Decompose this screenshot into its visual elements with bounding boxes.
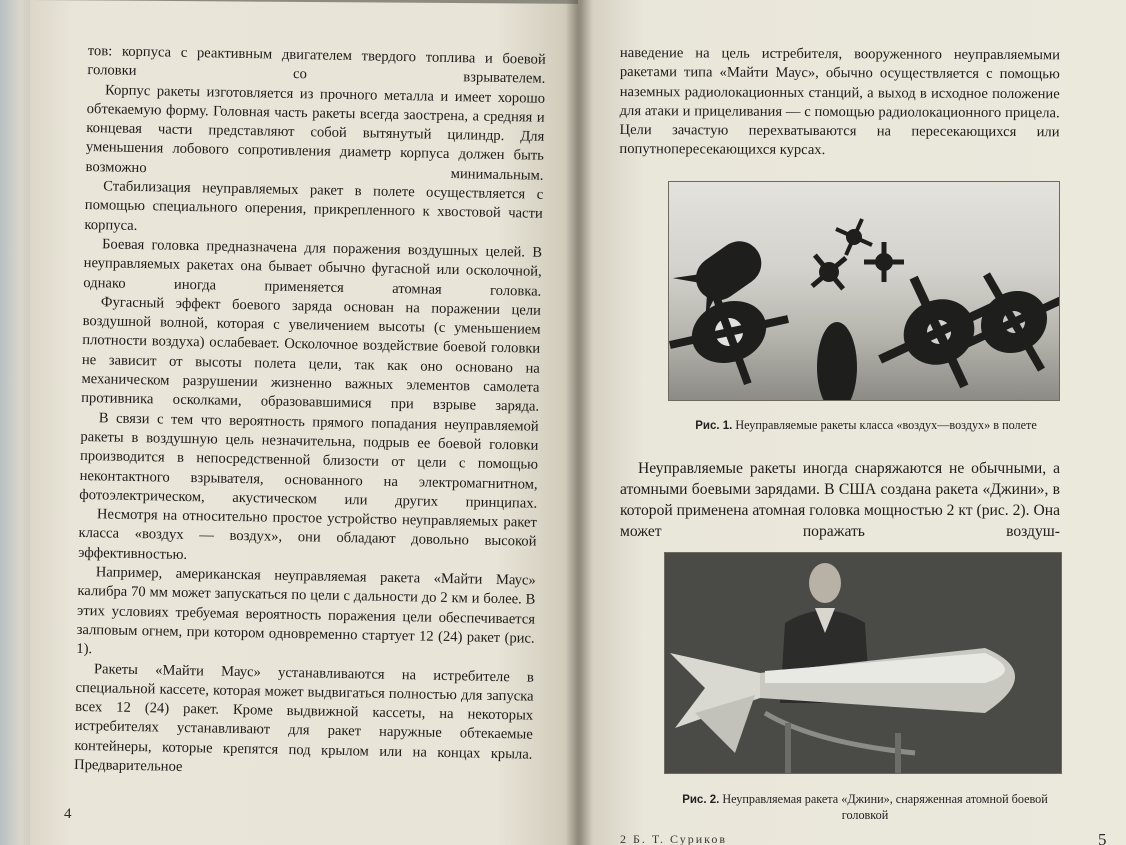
right-page-mid-text	[620, 458, 1060, 542]
page-number-right: 5	[1098, 830, 1107, 845]
paragraph: Стабилизация неуправляемых ракет в полете осуществляется с помощью специального оперения, прикрепленного к хвостовой части корпуса.	[84, 178, 544, 234]
background-edge	[0, 0, 34, 845]
right-page-top-text	[619, 44, 1060, 162]
paragraph: Ракеты «Майти Маус» устанавливаются на истребителе в специальной кассете, которая может выдвигаться полностью для запуска всех 12 (24) ракет. Кроме выдвижной кассеты, на некоторых истребителях устанавливают для ракет наружные обтекаемые контейнеры, которые крепятся под крылом или на концах крыла. Предварительное	[73, 660, 535, 775]
paragraph: Корпус ракеты изготовляется из прочного металла и имеет хорошо обтекаемую форму. Головная часть ракеты всегда заострена, а средняя и концевая части представляют собой вытянутый цилиндр. Для уменьшения лобового сопротивления диаметр корпуса должен быть возможно минимальным.	[85, 81, 546, 184]
paragraph: Неуправляемые ракеты иногда снаряжаются не обычными, а атомными боевыми зарядами. В США создана ракета «Джини», в которой применена атомная головка мощностью 2 кт (рис. 2). Она может поражать воздуш-	[620, 460, 1060, 540]
book-gutter	[566, 0, 592, 845]
left-page-text	[74, 42, 546, 784]
figure-2-caption	[660, 792, 1070, 823]
paragraph: тов: корпуса с реактивным двигателем твердого топлива и боевой головки со взрывателем.	[87, 42, 546, 88]
figure-2-label: Рис. 2.	[682, 794, 720, 806]
paragraph: Например, американская неуправляемая ракета «Майти Маус» калибра 70 мм может запускаться по цели с дальности до 2 км и более. В этих условиях требуемая вероятность поражения цели обеспечивается залповым огнем, при котором одновременно стартует 12 (24) ракет (рис. 1).	[76, 564, 536, 658]
figure-2-photo	[664, 552, 1062, 774]
genie-rocket-image	[665, 553, 1061, 773]
rockets-in-flight-image	[669, 182, 1059, 400]
page-number-left: 4	[64, 806, 72, 822]
paragraph: Фугасный эффект боевого заряда основан на поражении цели воздушной волной, которая с увеличением высоты (с уменьшением плотности воздуха) ослабевает. Осколочное воздействие боевой головки не зависит от высоты полета цели, так как оно основано на механическом разрушении жизненно важных элементов самолета противника осколками, образовавшимися при взрыве заряда.	[81, 294, 542, 416]
paragraph: В связи с тем что вероятность прямого попадания неуправляемой ракеты в воздушную цель незначительна, подрыв ее боевой головки производится в непосредственной близости от цели с помощью неконтактного взрывателя, основанного на электромагнитном, фотоэлектрическом, акустическом или других принципах.	[79, 409, 539, 512]
signature-mark: 2 Б. Т. Суриков	[620, 832, 728, 845]
figure-1-caption-text: Неуправляемые ракеты класса «воздух—воздух» в полете	[735, 418, 1037, 432]
paragraph: Несмотря на относительно простое устройство неуправляемых ракет класса «воздух — воздух», они обладают довольно высокой эффективностью.	[78, 506, 538, 563]
figure-1-photo	[668, 181, 1060, 401]
figure-2-caption-text: Неуправляемая ракета «Джини», снаряженная атомной боевой головкой	[722, 792, 1048, 822]
figure-1-caption	[664, 418, 1068, 434]
paragraph: наведение на цель истребителя, вооруженного неуправляемыми ракетами типа «Майти Маус», обычно осуществляется с помощью наземных радиолокационных станций, а выход в исходное положение для атаки и прицеливания — с помощью радиолокационного прицела. Цели зачастую перехватываются на пересекающихся или попутнопересекающихся курсах.	[619, 44, 1060, 159]
figure-1-label: Рис. 1.	[695, 420, 733, 432]
paragraph: Боевая головка предназначена для поражения воздушных целей. В неуправляемых ракетах она бывает обычно фугасной или осколочной, однако иногда применяется атомная головка.	[83, 236, 543, 300]
